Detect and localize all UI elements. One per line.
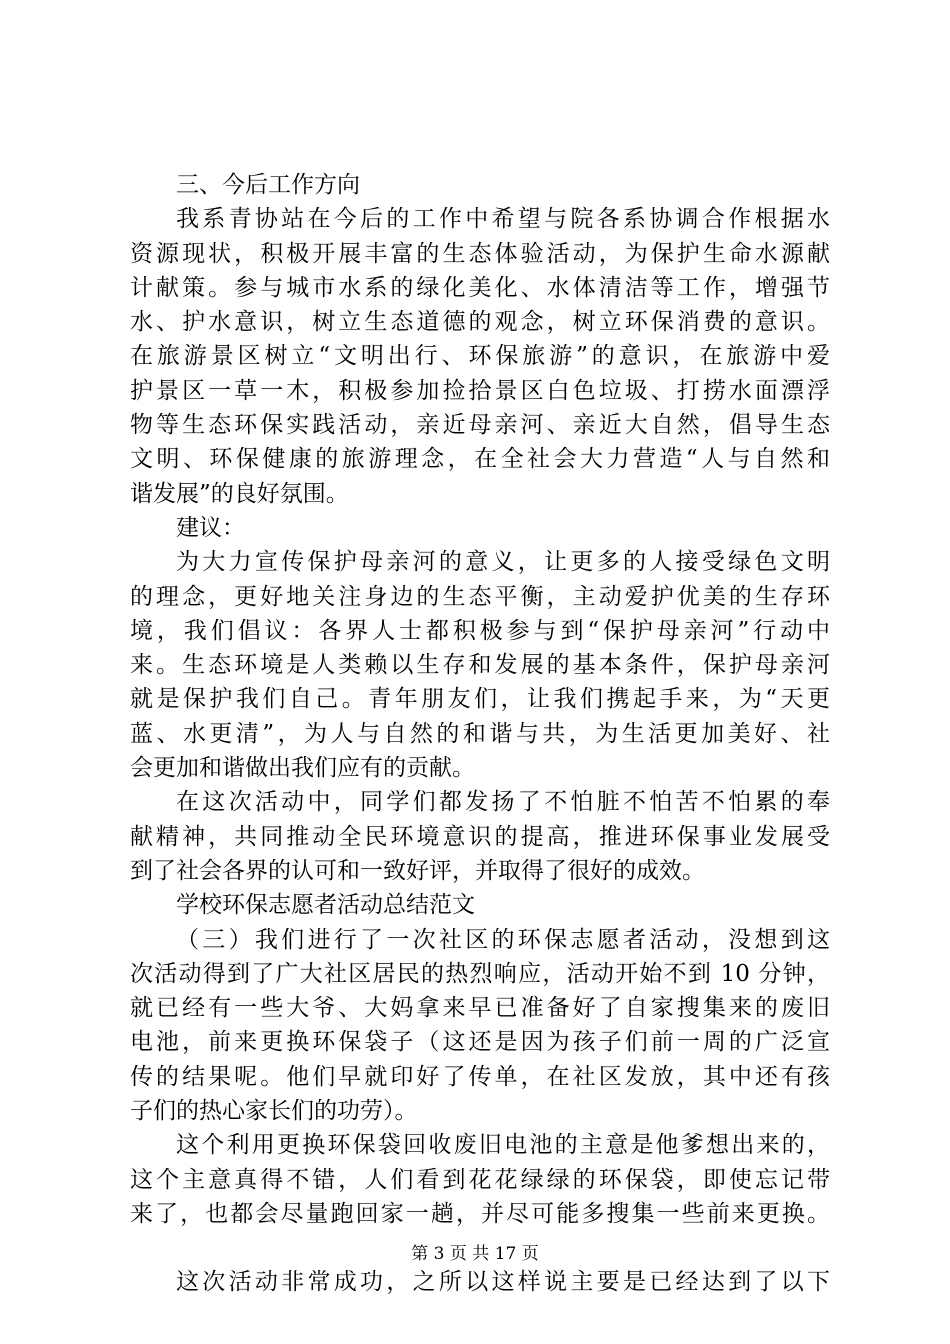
text-line: 境，我们倡议：各界人士都积极参与到“保护母亲河”行动中 bbox=[130, 617, 830, 644]
text-line: 来。生态环境是人类赖以生存和发展的基本条件，保护母亲河 bbox=[130, 652, 830, 679]
text-line: （三）我们进行了一次社区的环保志愿者活动，没想到这 bbox=[176, 926, 830, 953]
text-line: 学校环保志愿者活动总结范文 bbox=[176, 892, 475, 919]
text-line: 资源现状，积极开展丰富的生态体验活动，为保护生命水源献 bbox=[130, 240, 830, 267]
text-line: 在这次活动中，同学们都发扬了不怕脏不怕苦不怕累的奉 bbox=[176, 789, 830, 816]
text-line: 文明、环保健康的旅游理念，在全社会大力营造“人与自然和 bbox=[130, 446, 830, 473]
text-line: 我系青协站在今后的工作中希望与院各系协调合作根据水 bbox=[176, 206, 830, 233]
text-line: 蓝、水更清”，为人与自然的和谐与共，为生活更加美好、社 bbox=[130, 720, 830, 747]
text-line: 这个利用更换环保袋回收废旧电池的主意是他爹想出来的， bbox=[176, 1132, 830, 1159]
text-line: 次活动得到了广大社区居民的热烈响应，活动开始不到 10 分钟， bbox=[130, 960, 830, 987]
text-line: 在旅游景区树立“文明出行、环保旅游”的意识，在旅游中爱 bbox=[130, 343, 830, 370]
text-line: 子们的热心家长们的功劳）。 bbox=[130, 1098, 418, 1125]
text-line: 建议： bbox=[176, 514, 245, 541]
text-line: 就已经有一些大爷、大妈拿来早已准备好了自家搜集来的废旧 bbox=[130, 995, 830, 1022]
text-line: 水、护水意识，树立生态道德的观念，树立环保消费的意识。 bbox=[130, 309, 830, 336]
text-line: 护景区一草一木，积极参加捡拾景区白色垃圾、打捞水面漂浮 bbox=[130, 377, 830, 404]
text-line: 电池，前来更换环保袋子（这还是因为孩子们前一周的广泛宣 bbox=[130, 1029, 830, 1056]
page-footer: 第 3 页 共 17 页 bbox=[411, 1244, 539, 1264]
text-line: 传的结果呢。他们早就印好了传单，在社区发放，其中还有孩 bbox=[130, 1063, 830, 1090]
text-line: 的理念，更好地关注身边的生态平衡，主动爱护优美的生存环 bbox=[130, 583, 830, 610]
text-line: 三、今后工作方向 bbox=[176, 172, 360, 198]
document-body bbox=[130, 168, 830, 1300]
text-line: 这个主意真得不错，人们看到花花绿绿的环保袋，即使忘记带 bbox=[130, 1166, 830, 1193]
text-line: 计献策。参与城市水系的绿化美化、水体清洁等工作，增强节 bbox=[130, 274, 830, 301]
text-line: 这次活动非常成功，之所以这样说主要是已经达到了以下 bbox=[176, 1269, 830, 1296]
text-line: 谐发展”的良好氛围。 bbox=[130, 480, 349, 507]
text-line: 物等生态环保实践活动，亲近母亲河、亲近大自然，倡导生态 bbox=[130, 412, 830, 439]
text-line: 就是保护我们自己。青年朋友们，让我们携起手来，为“天更 bbox=[130, 686, 830, 713]
text-line: 来了，也都会尽量跑回家一趟，并尽可能多搜集一些前来更换。 bbox=[130, 1200, 830, 1227]
text-line: 为大力宣传保护母亲河的意义，让更多的人接受绿色文明 bbox=[176, 549, 830, 576]
text-line: 献精神，共同推动全民环境意识的提高，推进环保事业发展受 bbox=[130, 823, 830, 850]
text-line: 到了社会各界的认可和一致好评，并取得了很好的成效。 bbox=[130, 857, 705, 884]
text-line: 会更加和谐做出我们应有的贡献。 bbox=[130, 755, 475, 782]
